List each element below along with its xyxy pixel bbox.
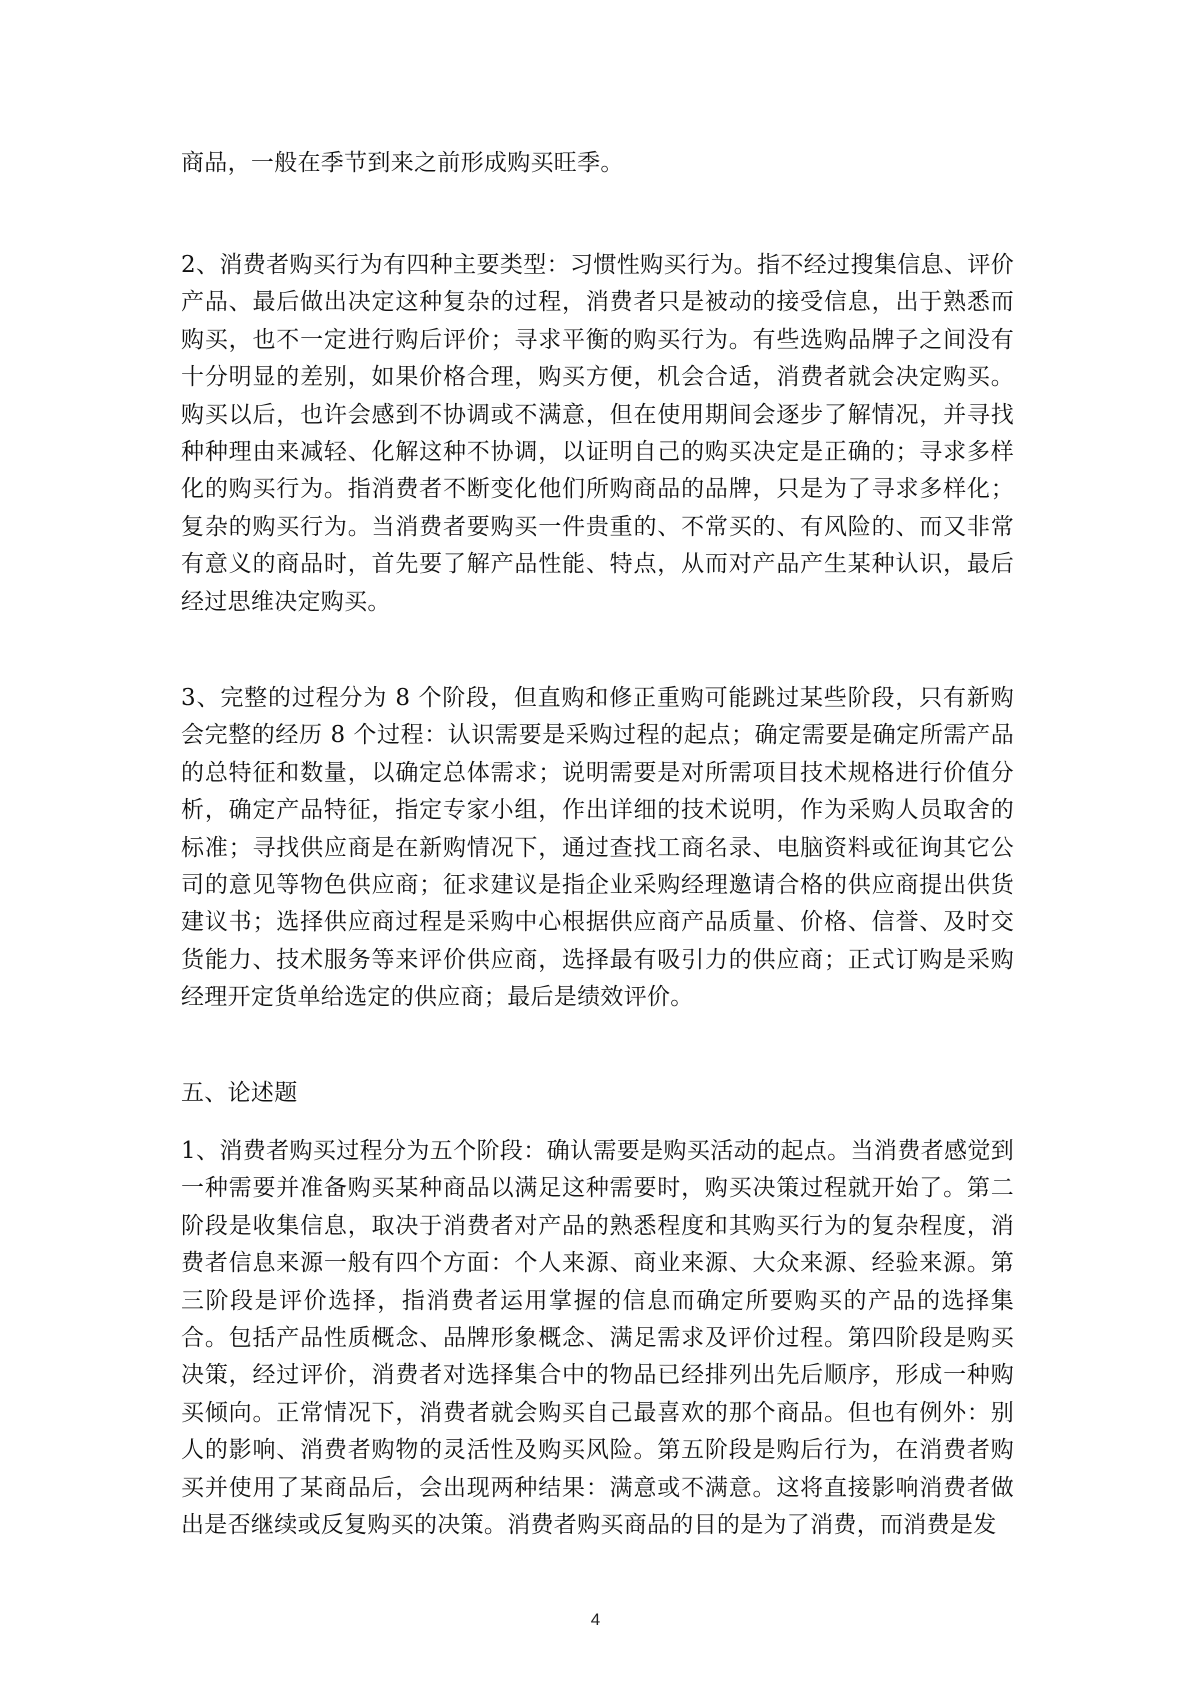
section-heading: 五、论述题	[181, 1080, 298, 1106]
paragraph-answer-3: 3、完整的过程分为 8 个阶段，但直购和修正重购可能跳过某些阶段，只有新购会完整的经历 8 个过程：认识需要是采购过程的起点；确定需要是确定所需产品的总特征和数量，以确定总体需求；说明需要是对所需项目技术规格进行价值分析，确定产品特征，指定专家小组，作出详细的技术说明，作为采购人员取舍的标准；寻找供应商是在新购情况下，通过查找工商名录、电脑资料或征询其它公司的意见等物色供应商；征求建议是指企业采购经理邀请合格的供应商提出供货建议书；选择供应商过程是采购中心根据供应商产品质量、价格、信誉、及时交货能力、技术服务等来评价供应商，选择最有吸引力的供应商；正式订购是采购经理开定货单给选定的供应商；最后是绩效评价。	[181, 685, 1014, 1011]
paragraph-answer-2: 2、消费者购买行为有四种主要类型：习惯性购买行为。指不经过搜集信息、评价产品、最后做出决定这种复杂的过程，消费者只是被动的接受信息，出于熟悉而购买，也不一定进行购后评价；寻求平衡的购买行为。有些选购品牌子之间没有十分明显的差别，如果价格合理，购买方便，机会合适，消费者就会决定购买。购买以后，也许会感到不协调或不满意，但在使用期间会逐步了解情况，并寻找种种理由来减轻、化解这种不协调，以证明自己的购买决定是正确的；寻求多样化的购买行为。指消费者不断变化他们所购商品的品牌，只是为了寻求多样化；复杂的购买行为。当消费者要购买一件贵重的、不常买的、有风险的、而又非常有意义的商品时，首先要了解产品性能、特点，从而对产品产生某种认识，最后经过思维决定购买。	[181, 252, 1014, 615]
paragraph-essay-answer-1: 1、消费者购买过程分为五个阶段：确认需要是购买活动的起点。当消费者感觉到一种需要并准备购买某种商品以满足这种需要时，购买决策过程就开始了。第二阶段是收集信息，取决于消费者对产品的熟悉程度和其购买行为的复杂程度，消费者信息来源一般有四个方面：个人来源、商业来源、大众来源、经验来源。第三阶段是评价选择，指消费者运用掌握的信息而确定所要购买的产品的选择集合。包括产品性质概念、品牌形象概念、满足需求及评价过程。第四阶段是购买决策，经过评价，消费者对选择集合中的物品已经排列出先后顺序，形成一种购买倾向。正常情况下，消费者就会购买自己最喜欢的那个商品。但也有例外：别人的影响、消费者购物的灵活性及购买风险。第五阶段是购后行为，在消费者购买并使用了某商品后，会出现两种结果：满意或不满意。这将直接影响消费者做出是否继续或反复购买的决策。消费者购买商品的目的是为了消费，而消费是发	[181, 1138, 1014, 1539]
paragraph-continuation: 商品，一般在季节到来之前形成购买旺季。	[181, 150, 624, 176]
page-number: 4	[590, 1610, 601, 1629]
